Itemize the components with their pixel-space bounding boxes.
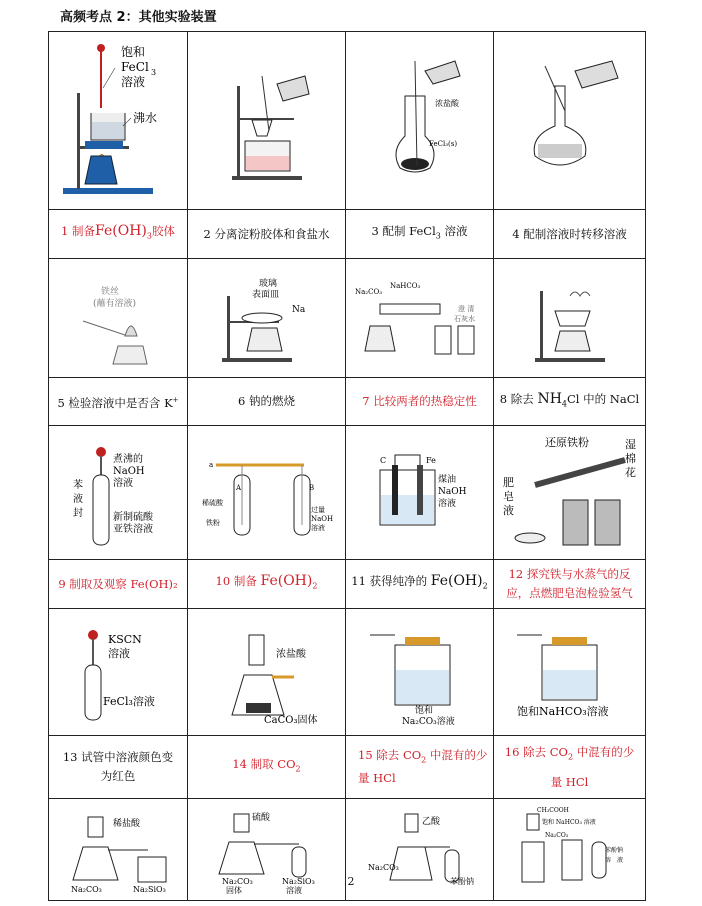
svg-text:还原铁粉: 还原铁粉 — [544, 436, 589, 449]
svg-text:CH₃COOH: CH₃COOH — [537, 807, 569, 814]
caption-3: 3 配制 FeCl$_3$ 溶液 — [346, 210, 494, 259]
svg-text:封: 封 — [73, 508, 83, 519]
svg-text:Na₂SiO₃: Na₂SiO₃ — [282, 877, 315, 886]
caption-13: 13 试管中溶液颜色变 为红色 — [49, 736, 188, 799]
svg-text:澄 清: 澄 清 — [457, 304, 474, 313]
svg-text:Na: Na — [291, 304, 305, 315]
svg-text:Na₂CO₃: Na₂CO₃ — [71, 885, 102, 894]
svg-text:NaOH: NaOH — [113, 466, 145, 477]
figure-10-fe-oh2-preparation — [188, 426, 346, 560]
svg-text:NaOH: NaOH — [311, 515, 334, 523]
figure-7-thermal-stability — [346, 259, 494, 378]
figure-5-flame-test — [49, 259, 188, 378]
caption-1: 1 制备$Fe(OH)_3$胶体 — [49, 210, 188, 259]
svg-text:苯酚钠: 苯酚钠 — [605, 847, 624, 854]
svg-text:饱和NaHCO₃溶液: 饱和NaHCO₃溶液 — [517, 704, 609, 718]
svg-text:Na₂SiO₃: Na₂SiO₃ — [133, 885, 166, 894]
svg-text:液: 液 — [502, 504, 514, 517]
svg-text:新制硫酸: 新制硫酸 — [113, 512, 153, 523]
svg-text:B: B — [309, 484, 315, 492]
svg-text:溶液: 溶液 — [286, 886, 302, 895]
section-heading: 高频考点 2：其他实验装置 — [60, 10, 217, 25]
apparatus-table — [48, 31, 646, 901]
figure-2-dialysis — [188, 32, 346, 210]
figure-16-wash-bottle-nahco3 — [494, 609, 646, 736]
svg-text:KSCN: KSCN — [108, 632, 142, 646]
caption-9: 9 制取及观察 Fe(OH)₂ — [49, 560, 188, 609]
svg-text:稀硫酸: 稀硫酸 — [202, 499, 223, 507]
caption-12: 12 探究铁与水蒸气的反 应，点燃肥皂泡检验氢气 — [494, 560, 646, 609]
caption-8: 8 除去 $NH_4Cl$ 中的 NaCl — [494, 378, 646, 426]
svg-text:液: 液 — [73, 494, 83, 505]
svg-text:玻璃: 玻璃 — [258, 278, 277, 289]
figure-3-fecl3-solution — [346, 32, 494, 210]
svg-text:FeCl: FeCl — [121, 60, 149, 74]
svg-text:A: A — [236, 484, 242, 492]
svg-text:NaOH: NaOH — [437, 487, 466, 497]
svg-text:煮沸的: 煮沸的 — [113, 454, 143, 465]
svg-text:浓盐酸: 浓盐酸 — [276, 648, 306, 660]
svg-text:溶液: 溶液 — [108, 646, 130, 660]
svg-text:C: C — [379, 456, 386, 465]
svg-text:石灰水: 石灰水 — [453, 314, 475, 323]
svg-text:溶液: 溶液 — [311, 524, 325, 532]
svg-text:饱和: 饱和 — [121, 45, 146, 59]
svg-text:FeCl₃(s): FeCl₃(s) — [428, 139, 457, 148]
svg-text:CaCO₃固体: CaCO₃固体 — [264, 714, 318, 726]
figure-12-iron-steam — [494, 426, 646, 560]
svg-text:铁粉: 铁粉 — [206, 519, 220, 527]
svg-text:浓盐酸: 浓盐酸 — [434, 98, 459, 108]
svg-text:稀盐酸: 稀盐酸 — [113, 819, 141, 829]
svg-text:乙酸: 乙酸 — [421, 817, 440, 827]
svg-text:(蘸有溶液): (蘸有溶液) — [93, 298, 137, 309]
figure-15-wash-bottle-na2co3 — [346, 609, 494, 736]
svg-text:湿: 湿 — [624, 438, 636, 451]
svg-text:棉: 棉 — [624, 452, 636, 465]
caption-11: 11 获得纯净的 $Fe(OH)_2$ — [346, 560, 494, 609]
figure-8-sublimation — [494, 259, 646, 378]
svg-text:煤油: 煤油 — [437, 475, 456, 485]
page-number: 2 — [347, 875, 355, 888]
figure-13-ksc-test — [49, 609, 188, 736]
svg-text:a: a — [209, 461, 214, 469]
caption-15: 15 除去 $CO_2$ 中混有的少 量 HCl — [346, 736, 494, 799]
svg-text:Na₂CO₃: Na₂CO₃ — [545, 832, 569, 839]
svg-text:Na₂CO₃: Na₂CO₃ — [354, 287, 382, 296]
svg-text:Na₂CO₃: Na₂CO₃ — [367, 863, 399, 872]
svg-text:溶液: 溶液 — [113, 478, 133, 489]
figure-9-fe-oh2-observe — [49, 426, 188, 560]
svg-text:NaHCO₃: NaHCO₃ — [389, 281, 420, 290]
svg-text:表面皿: 表面皿 — [251, 289, 279, 300]
svg-text:Na₂CO₃: Na₂CO₃ — [222, 877, 253, 886]
svg-text:3: 3 — [151, 68, 157, 77]
svg-text:FeCl₃溶液: FeCl₃溶液 — [103, 694, 155, 708]
figure-6-sodium-combustion — [188, 259, 346, 378]
figure-14-co2-generation — [188, 609, 346, 736]
svg-text:Na₂CO₃溶液: Na₂CO₃溶液 — [401, 716, 455, 727]
svg-text:肥: 肥 — [502, 476, 514, 489]
svg-text:苯: 苯 — [73, 480, 83, 491]
svg-text:饱和 NaHCO₃ 溶液: 饱和 NaHCO₃ 溶液 — [542, 819, 596, 826]
svg-text:皂: 皂 — [502, 490, 514, 503]
svg-text:溶 液: 溶 液 — [605, 857, 624, 864]
caption-5: 5 检验溶液中是否含 K+ — [49, 378, 188, 426]
figure-11-electrolysis — [346, 426, 494, 560]
svg-text:铁丝: 铁丝 — [101, 286, 120, 297]
svg-text:过量: 过量 — [311, 506, 325, 514]
caption-10: 10 制备 $Fe(OH)_2$ — [188, 560, 346, 609]
figure-1-colloid-preparation — [49, 32, 188, 210]
caption-14: 14 制取 $CO_2$ — [188, 736, 346, 799]
svg-text:硫酸: 硫酸 — [252, 813, 271, 823]
caption-6: 6 钠的燃烧 — [188, 378, 346, 426]
caption-16: 16 除去 $CO_2$ 中混有的少 量 HCl — [494, 736, 646, 799]
caption-2: 2 分离淀粉胶体和食盐水 — [188, 210, 346, 259]
svg-text:亚铁溶液: 亚铁溶液 — [113, 524, 153, 535]
svg-text:溶液: 溶液 — [437, 499, 456, 509]
svg-text:溶液: 溶液 — [121, 75, 146, 89]
svg-text:固体: 固体 — [226, 886, 242, 895]
caption-4: 4 配制溶液时转移溶液 — [494, 210, 646, 259]
svg-text:沸水: 沸水 — [133, 111, 158, 125]
caption-7: 7 比较两者的热稳定性 — [346, 378, 494, 426]
svg-text:饱和: 饱和 — [414, 705, 433, 716]
svg-text:Fe: Fe — [425, 456, 436, 465]
figure-4-transfer-solution — [494, 32, 646, 210]
svg-text:花: 花 — [624, 466, 636, 479]
svg-text:苯酚钠: 苯酚钠 — [449, 877, 474, 886]
